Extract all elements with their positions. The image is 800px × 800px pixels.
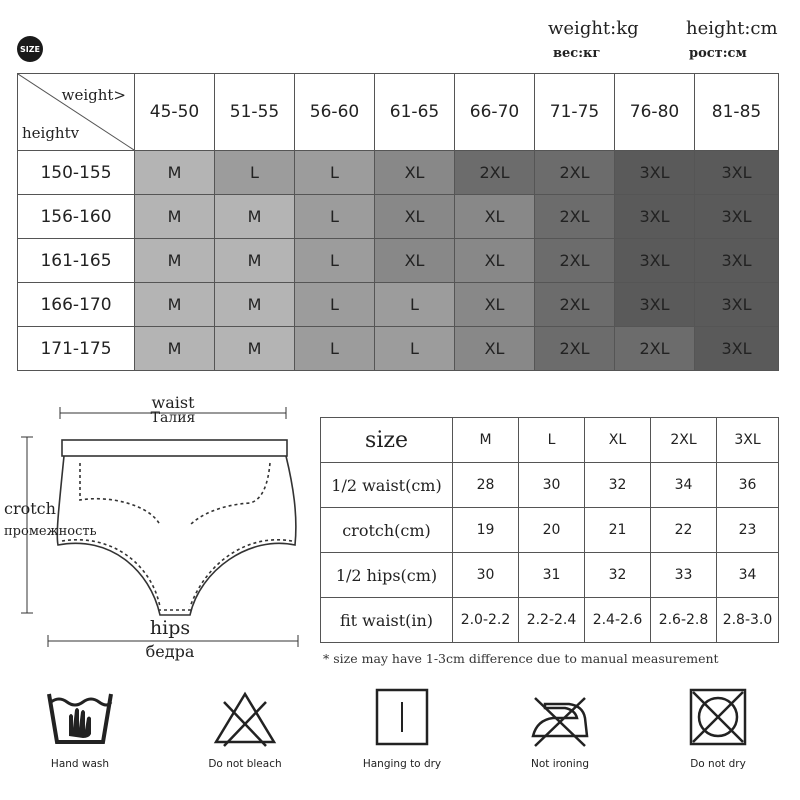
measure-label: 1/2 hips(cm) — [321, 553, 453, 598]
weight-header: 66-70 — [455, 74, 535, 151]
table-row — [321, 598, 779, 643]
care-item — [185, 688, 305, 770]
size-cell: 3XL — [695, 283, 779, 327]
table-row — [18, 239, 779, 283]
measure-value: 23 — [717, 508, 779, 553]
measure-value: 2.0-2.2 — [453, 598, 519, 643]
measure-label: crotch(cm) — [321, 508, 453, 553]
height-axis-label: heightv — [22, 124, 80, 142]
size-cell: M — [215, 239, 295, 283]
size-chart-table — [17, 73, 779, 371]
size-cell: L — [295, 327, 375, 371]
weight-unit: weight:kg — [548, 18, 639, 39]
table-row — [321, 508, 779, 553]
height-header: 161-165 — [18, 239, 135, 283]
size-cell: 3XL — [695, 195, 779, 239]
weight-header: 76-80 — [615, 74, 695, 151]
size-column-header: 2XL — [651, 418, 717, 463]
care-label: Hanging to dry — [362, 758, 442, 770]
size-cell: L — [215, 151, 295, 195]
measure-value: 2.2-2.4 — [519, 598, 585, 643]
care-item — [20, 688, 140, 770]
height-unit-ru: рост:см — [689, 46, 747, 61]
size-cell: 2XL — [535, 327, 615, 371]
size-cell: L — [295, 151, 375, 195]
size-cell: 3XL — [615, 283, 695, 327]
measure-value: 19 — [453, 508, 519, 553]
table-row — [321, 463, 779, 508]
size-column-header: M — [453, 418, 519, 463]
table-row — [18, 283, 779, 327]
weight-unit-ru: вес:кг — [553, 46, 601, 61]
size-cell: XL — [455, 195, 535, 239]
size-column-header: XL — [585, 418, 651, 463]
size-cell: M — [135, 283, 215, 327]
measurement-note: * size may have 1-3cm difference due to manual measurement — [323, 651, 719, 666]
height-header: 171-175 — [18, 327, 135, 371]
waist-label: waist — [151, 393, 195, 412]
size-cell: 3XL — [615, 195, 695, 239]
weight-header: 81-85 — [695, 74, 779, 151]
measure-label: fit waist(in) — [321, 598, 453, 643]
measure-value: 30 — [519, 463, 585, 508]
height-header: 166-170 — [18, 283, 135, 327]
size-cell: 3XL — [615, 239, 695, 283]
measure-value: 33 — [651, 553, 717, 598]
size-cell: 3XL — [695, 239, 779, 283]
no-bleach-icon — [210, 688, 280, 748]
size-cell: 2XL — [535, 195, 615, 239]
measure-value: 22 — [651, 508, 717, 553]
measure-value: 34 — [651, 463, 717, 508]
measure-value: 36 — [717, 463, 779, 508]
size-cell: 2XL — [535, 283, 615, 327]
size-cell: XL — [375, 151, 455, 195]
size-cell: 3XL — [695, 327, 779, 371]
weight-header: 51-55 — [215, 74, 295, 151]
measure-value: 32 — [585, 553, 651, 598]
measure-value: 21 — [585, 508, 651, 553]
size-cell: L — [375, 327, 455, 371]
measure-value: 30 — [453, 553, 519, 598]
size-cell: L — [375, 283, 455, 327]
care-label: Do not bleach — [208, 758, 282, 770]
size-cell: M — [135, 327, 215, 371]
size-cell: 3XL — [615, 151, 695, 195]
table-row — [321, 418, 779, 463]
crotch-label-ru: промежность — [4, 524, 97, 539]
weight-header: 71-75 — [535, 74, 615, 151]
size-cell: 3XL — [695, 151, 779, 195]
waist-label-ru: Талия — [150, 410, 196, 426]
care-item — [342, 688, 462, 770]
no-iron-icon — [525, 688, 595, 748]
measure-value: 2.4-2.6 — [585, 598, 651, 643]
size-cell: XL — [375, 195, 455, 239]
size-cell: XL — [455, 327, 535, 371]
measure-value: 31 — [519, 553, 585, 598]
size-cell: M — [215, 195, 295, 239]
size-cell: XL — [455, 239, 535, 283]
care-label: Not ironing — [530, 758, 590, 770]
size-header-label: size — [321, 418, 453, 463]
care-item — [500, 688, 620, 770]
measure-value: 2.8-3.0 — [717, 598, 779, 643]
size-column-header: 3XL — [717, 418, 779, 463]
table-row — [18, 151, 779, 195]
weight-header: 45-50 — [135, 74, 215, 151]
measure-label: 1/2 waist(cm) — [321, 463, 453, 508]
hips-label-ru: бедра — [145, 642, 195, 661]
size-cell: M — [215, 327, 295, 371]
size-cell: M — [215, 283, 295, 327]
measure-value: 28 — [453, 463, 519, 508]
size-cell: XL — [375, 239, 455, 283]
size-cell: XL — [455, 283, 535, 327]
crotch-label: crotch — [4, 499, 56, 518]
measure-value: 32 — [585, 463, 651, 508]
measure-value: 34 — [717, 553, 779, 598]
hips-label: hips — [149, 617, 191, 639]
size-cell: L — [295, 239, 375, 283]
height-header: 150-155 — [18, 151, 135, 195]
care-label: Do not dry — [690, 758, 746, 770]
size-cell: 2XL — [615, 327, 695, 371]
size-cell: M — [135, 239, 215, 283]
size-cell: L — [295, 283, 375, 327]
size-cell: L — [295, 195, 375, 239]
height-header: 156-160 — [18, 195, 135, 239]
hand-wash-icon — [45, 688, 115, 748]
care-item — [658, 688, 778, 770]
measurement-table — [320, 417, 779, 643]
table-row — [321, 553, 779, 598]
no-dry-icon — [683, 688, 753, 748]
size-cell: 2XL — [455, 151, 535, 195]
size-column-header: L — [519, 418, 585, 463]
measure-value: 2.6-2.8 — [651, 598, 717, 643]
height-unit: height:cm — [686, 18, 778, 39]
measure-value: 20 — [519, 508, 585, 553]
weight-header: 61-65 — [375, 74, 455, 151]
size-cell: M — [135, 195, 215, 239]
chart-corner-cell — [18, 74, 135, 151]
size-cell: 2XL — [535, 239, 615, 283]
care-label: Hand wash — [50, 758, 110, 770]
size-cell: 2XL — [535, 151, 615, 195]
table-row — [18, 327, 779, 371]
table-row — [18, 195, 779, 239]
weight-axis-label: weight> — [61, 86, 126, 104]
hang-dry-icon — [367, 688, 437, 748]
size-cell: M — [135, 151, 215, 195]
weight-header: 56-60 — [295, 74, 375, 151]
size-badge: SIZE — [17, 36, 43, 62]
